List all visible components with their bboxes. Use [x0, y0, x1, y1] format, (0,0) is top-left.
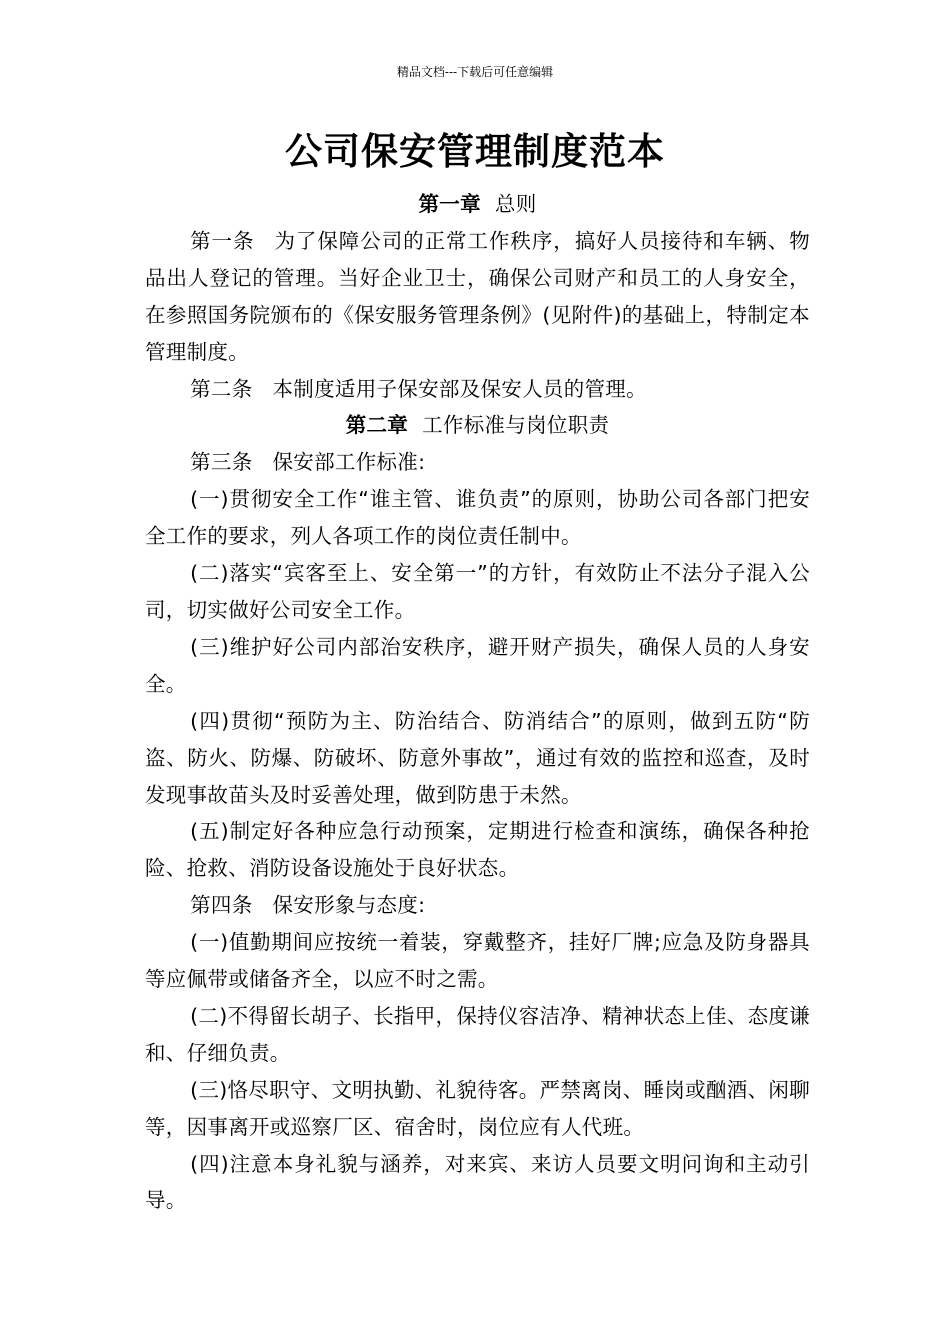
article-text: 保安部工作标准:: [272, 450, 426, 475]
list-item: [145, 555, 810, 629]
list-item: [145, 1146, 810, 1220]
item-number: (四): [190, 1151, 229, 1176]
document-body: [145, 186, 810, 1219]
item-number: (二): [190, 1003, 228, 1028]
article-text: 本制度适用子保安部及保安人员的管理。: [272, 376, 647, 401]
list-item: [145, 1072, 810, 1146]
article-label: 第三条: [190, 450, 253, 475]
article-text: 保安形象与态度:: [272, 893, 426, 918]
list-item: [145, 924, 810, 998]
item-text: 恪尽职守、文明执勤、礼貌待客。严禁离岗、睡岗或酗酒、闲聊等，因事离开或巡察厂区、宿舍时，岗位应有人代班。: [145, 1077, 810, 1139]
chapter-title: 总则: [494, 192, 537, 216]
header-note: 精品文档---下载后可任意编辑: [396, 65, 554, 79]
item-number: (四): [190, 708, 230, 733]
article-paragraph: [145, 223, 810, 371]
document-title: 公司保安管理制度范本: [285, 129, 665, 173]
list-item: [145, 813, 810, 887]
article-label: 第一条: [190, 228, 255, 253]
list-item: [145, 481, 810, 555]
article-paragraph: [145, 887, 810, 924]
chapter-heading: [145, 407, 810, 444]
chapter-number: 第一章: [418, 192, 481, 216]
item-text: 注意本身礼貌与涵养，对来宾、来访人员要文明问询和主动引导。: [145, 1151, 810, 1213]
item-text: 维护好公司内部治安秩序，避开财产损失，确保人员的人身安全。: [145, 634, 810, 696]
item-text: 值勤期间应按统一着装，穿戴整齐，挂好厂牌;应急及防身器具等应佩带或储备齐全，以应不时之需。: [145, 930, 810, 992]
item-number: (一): [190, 930, 229, 955]
chapter-heading: [145, 186, 810, 223]
article-paragraph: [145, 444, 810, 481]
item-number: (一): [190, 487, 229, 512]
item-text: 贯彻“预防为主、防治结合、防消结合”的原则，做到五防“防盗、防火、防爆、防破坏、防意外事故”，通过有效的监控和巡查，及时发现事故苗头及时妥善处理，做到防患于未然。: [145, 708, 810, 807]
item-number: (五): [190, 819, 229, 844]
article-label: 第四条: [190, 893, 253, 918]
list-item: [145, 629, 810, 703]
article-paragraph: [145, 371, 810, 408]
article-text: 为了保障公司的正常工作秩序，搞好人员接待和车辆、物品出人登记的管理。当好企业卫士，确保公司财产和员工的人身安全，在参照国务院颁布的《保安服务管理条例》(见附件)的基础上，特制定本管理制度。: [145, 228, 811, 364]
item-text: 落实“宾客至上、安全第一”的方针，有效防止不法分子混入公司，切实做好公司安全工作。: [145, 561, 811, 622]
item-number: (二): [190, 561, 229, 586]
list-item: [145, 998, 810, 1072]
item-text: 制定好各种应急行动预案，定期进行检查和演练，确保各种抢险、抢救、消防设备设施处于良好状态。: [145, 819, 810, 881]
list-item: [145, 703, 810, 814]
article-label: 第二条: [190, 376, 253, 401]
chapter-title: 工作标准与岗位职责: [422, 413, 610, 438]
item-number: (三): [190, 634, 229, 659]
item-text: 不得留长胡子、长指甲，保持仪容洁净、精神状态上佳、态度谦和、仔细负责。: [145, 1003, 810, 1065]
item-number: (三): [190, 1077, 228, 1102]
chapter-number: 第二章: [345, 413, 409, 438]
item-text: 贯彻安全工作“谁主管、谁负责”的原则，协助公司各部门把安全工作的要求，列人各项工作的岗位责任制中。: [145, 487, 811, 549]
